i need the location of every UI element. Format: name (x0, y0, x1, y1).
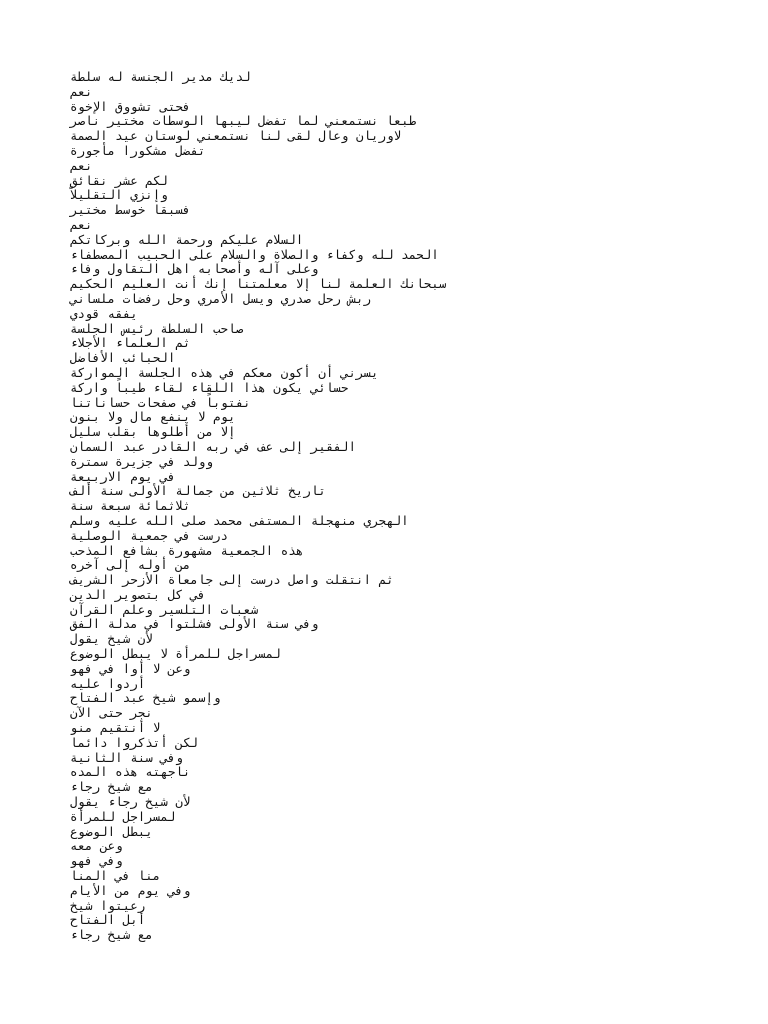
text-line: هذه الجمعية مشهورة بشافع المذحب (70, 542, 304, 558)
text-line: صاحب السلطة رئيس الجلسة (70, 320, 244, 336)
text-line: إلا من أطلوها بقلب سليل (70, 424, 236, 440)
text-line: لكن أتذكروا دائما (70, 734, 198, 750)
text-line: لكم عشر نقائق (70, 172, 168, 188)
text-line: لاوريان وعال لقى لنا نستمعني لوستان عيد الصمة (70, 128, 402, 144)
text-line: نفتوباً في صفحات حساناتنا (70, 394, 251, 410)
text-line: نعم (70, 157, 93, 173)
text-line: الحبائب الأفاضل (70, 350, 176, 366)
text-line: يوم لا ينفع مال ولا بنون (70, 409, 236, 425)
text-line: لا أنتقيم منو (70, 720, 161, 736)
text-line: وعن معه (70, 838, 123, 854)
text-line: ثلاثمائة سبعة سنة (70, 498, 191, 514)
text-line: أردوا عليه (70, 675, 146, 691)
text-line: أبل الفتاح (70, 912, 146, 928)
text-line: مع شيخ رجاء (70, 927, 153, 943)
text-line: لأن شيخ رجاء يقول (70, 794, 191, 810)
text-line: ثم العلماء الأجلاء (70, 335, 191, 351)
text-line: رعيتوا شيخ (70, 897, 146, 913)
text-line: ثم انتقلت واصل درست إلى جامعاة الأزحر الشريف (70, 572, 394, 588)
text-line: لديك مدير الجنسة له سلطة (70, 69, 251, 84)
text-line: وفي فهو (70, 853, 123, 869)
text-line: شعبات التلسير وعلم القرآن (70, 601, 259, 617)
text-line: في يوم الاربيعة (70, 468, 176, 484)
text-line: يبطل الوضوع (70, 823, 153, 839)
document-text-block (70, 70, 710, 943)
text-line: يفقه قودي (70, 305, 138, 321)
text-line: ربش رحل صدري ويسل الأمري وحل رفضات ملساني (70, 290, 372, 306)
text-line: وعلى آله وأصحابه اهل التقاول وفاء (70, 261, 319, 277)
text-line: وإسمو شيخ عبد الفتاح (70, 690, 221, 706)
text-line: تاريخ ثلاثين من جمالة الأولى سنة ألف (70, 483, 326, 499)
text-line: الحمد لله وكفاء والصلاة والسلام على الحبيب المصطفاء (70, 246, 439, 262)
text-line: الفقير إلى عف في ربه القادر عبد السمان (70, 438, 356, 454)
text-line: منا في المنا (70, 868, 161, 884)
text-line: درست في جمعية الوصلية (70, 527, 229, 543)
text-line: الهجري منهجلة المستفى محمد صلى الله عليه وسلم (70, 512, 409, 528)
text-line: نعم (70, 216, 93, 232)
text-line: وإنزي التقليلاً (70, 187, 168, 203)
text-line: لأن شيخ يقول (70, 631, 153, 647)
text-line: فحتى تشووق الإخوة (70, 98, 191, 114)
text-line: وفي سنة الثانية (70, 749, 183, 765)
text-line: فسبقا خوسط مختير (70, 202, 191, 218)
text-line: السلام عليكم ورحمة الله وبركاتكم (70, 231, 304, 247)
text-line: حسائي يكون هذا اللقاء لقاء طيباً واركة (70, 379, 349, 395)
text-line: لمسراجل للمرأة (70, 808, 176, 824)
text-line: وولد في جزيرة سمترة (70, 453, 213, 469)
text-line: نجر حتى الآن (70, 705, 153, 721)
text-line: وفي يوم من الأيام (70, 882, 191, 898)
text-line: طبعا نستمعني لما تفضل ليبها الوسطات مختير ناصر (70, 113, 417, 129)
text-line: ناجهته هذه المده (70, 764, 191, 780)
text-line: وفي سنة الأولى فشلتوا في مدلة الفق (70, 616, 319, 632)
text-line: وعن لا أوا في فهو (70, 660, 191, 676)
text-line: من أوله إلى آخره (70, 557, 191, 573)
text-line: تفضل مشكورا مأجورة (70, 142, 206, 158)
text-line: يسرني أن أكون معكم في هذه الجلسة المواركة (70, 364, 379, 380)
text-line: في كل بتصوير الدين (70, 586, 206, 602)
text-line: نعم (70, 83, 93, 99)
text-line: مع شيخ رجاء (70, 779, 153, 795)
text-line: سبحانك العلمة لنا إلا معلمتنا إنك أنت العليم الحكيم (70, 276, 447, 292)
text-line: لمسراجل للمرأة لا يبطل الوضوع (70, 646, 281, 662)
